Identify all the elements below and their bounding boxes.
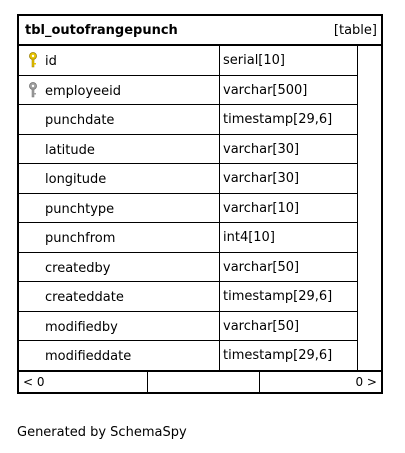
column-name-cell	[19, 223, 220, 253]
column-name-cell	[19, 312, 220, 342]
primary-key-icon	[27, 52, 39, 68]
column-type-cell	[220, 105, 358, 135]
table-row	[19, 282, 381, 312]
column-name-cell	[19, 164, 220, 194]
column-list	[19, 46, 381, 371]
column-type-cell	[220, 341, 358, 371]
column-name[interactable]: punchdate	[45, 113, 115, 128]
column-name-cell	[19, 46, 220, 76]
column-name[interactable]: modifiedby	[45, 319, 118, 335]
column-type: timestamp[29,6]	[223, 112, 333, 127]
table-row	[19, 164, 381, 194]
footer-divider-left	[147, 372, 148, 392]
footer-divider-right	[259, 372, 260, 392]
column-type: timestamp[29,6]	[223, 348, 333, 363]
column-name-cell	[19, 105, 220, 135]
column-name-cell	[19, 282, 220, 312]
column-name[interactable]: employeeid	[45, 83, 122, 99]
table-name[interactable]: tbl_outofrangepunch	[25, 23, 178, 38]
column-type-cell	[220, 282, 358, 312]
column-type: varchar[50]	[223, 318, 300, 334]
column-type-cell	[220, 76, 358, 106]
column-name[interactable]: createddate	[45, 290, 124, 305]
column-name-cell	[19, 253, 220, 283]
table-row	[19, 253, 381, 283]
column-type-cell	[220, 46, 358, 76]
column-name[interactable]: punchtype	[45, 201, 115, 217]
column-type-cell	[220, 223, 358, 253]
table-row	[19, 223, 381, 253]
column-type: int4[10]	[223, 230, 275, 245]
table-title-row	[19, 16, 381, 46]
column-type: varchar[50]	[223, 259, 300, 275]
table-box	[17, 14, 383, 394]
column-name[interactable]: modifieddate	[45, 349, 132, 364]
relationship-footer	[19, 370, 381, 392]
column-name-cell	[19, 135, 220, 165]
column-type: timestamp[29,6]	[223, 289, 333, 304]
parents-count: < 0	[23, 375, 45, 389]
column-type: serial[10]	[223, 53, 285, 68]
column-type-cell	[220, 253, 358, 283]
column-name-cell	[19, 194, 220, 224]
table-row	[19, 194, 381, 224]
column-type-cell	[220, 164, 358, 194]
column-type: varchar[10]	[223, 200, 300, 216]
column-name[interactable]: punchfrom	[45, 231, 116, 246]
column-type-cell	[220, 194, 358, 224]
children-count: 0 >	[355, 375, 377, 389]
foreign-key-icon	[27, 82, 39, 98]
column-name[interactable]: createdby	[45, 260, 111, 276]
column-type: varchar[30]	[223, 141, 300, 157]
table-row	[19, 46, 381, 76]
column-type-cell	[220, 312, 358, 342]
column-type: varchar[500]	[223, 82, 308, 98]
column-name-cell	[19, 76, 220, 106]
table-row	[19, 105, 381, 135]
column-name[interactable]: longitude	[45, 172, 107, 187]
column-type-cell	[220, 135, 358, 165]
table-kind-label: [table]	[333, 23, 377, 38]
column-name-cell	[19, 341, 220, 371]
column-name[interactable]: latitude	[45, 142, 95, 158]
column-type: varchar[30]	[223, 171, 300, 186]
table-row	[19, 341, 381, 371]
table-row	[19, 135, 381, 165]
column-name[interactable]: id	[45, 54, 57, 69]
table-row	[19, 76, 381, 106]
table-row	[19, 312, 381, 342]
generated-by-credit: Generated by SchemaSpy	[17, 425, 187, 440]
